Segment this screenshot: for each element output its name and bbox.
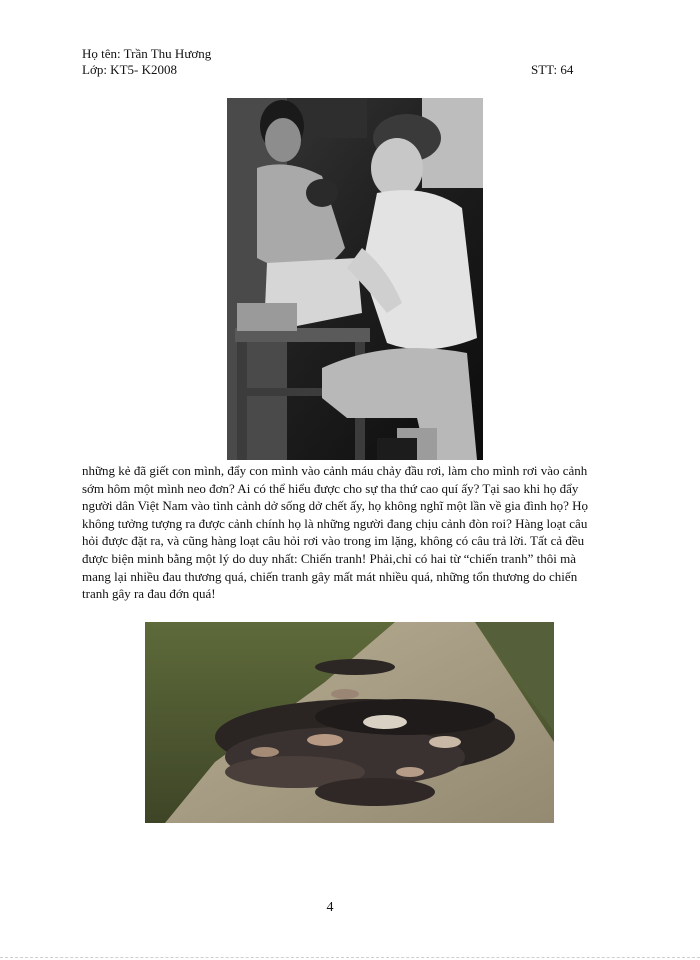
photo-road [145,622,554,823]
body-paragraph [82,462,588,603]
student-class: Lớp: KT5- K2008 [82,62,177,77]
text-line: mang lại nhiều đau thương quá, chiến tranh gây mất mát nhiều quá, những tổn thương do chiến [82,568,578,584]
text-line: không tưởng tượng ra được cảnh chính họ là những người đang chịu cảnh đòn roi? Hàng loạt câu [82,515,588,531]
text-line: được biện minh bằng một lý do duy nhất: Chiến tranh! Phải,chỉ có hai từ “chiến tranh” thôi mà [82,550,576,566]
text-line: người dân Việt Nam vào tình cảnh dở sống dở chết ấy, họ không nghĩ một lần về gia đình họ? Họ [82,498,588,514]
text-line: sớm hôm một mình neo đơn? Ai có thể hiểu được cho sự tha thứ cao quí ấy? Tại sao khi họ đẩy [82,480,579,496]
text-line: những kẻ đã giết con mình, đẩy con mình vào cảnh máu chảy đầu rơi, làm cho mình rơi vào cảnh [82,463,588,478]
photo-tattoo [227,98,483,460]
text-line: hỏi được đặt ra, và cũng hàng loạt câu hỏi rơi vào trong im lặng, không có câu trả lời. Tất cả đều [82,533,585,549]
page-bottom-divider [0,957,700,958]
student-name: Họ tên: Trần Thu Hương [82,46,212,61]
text-line: tranh gây ra đau đớn quá! [82,586,216,602]
student-number: STT: 64 [531,62,574,77]
page-number: 4 [326,900,334,915]
